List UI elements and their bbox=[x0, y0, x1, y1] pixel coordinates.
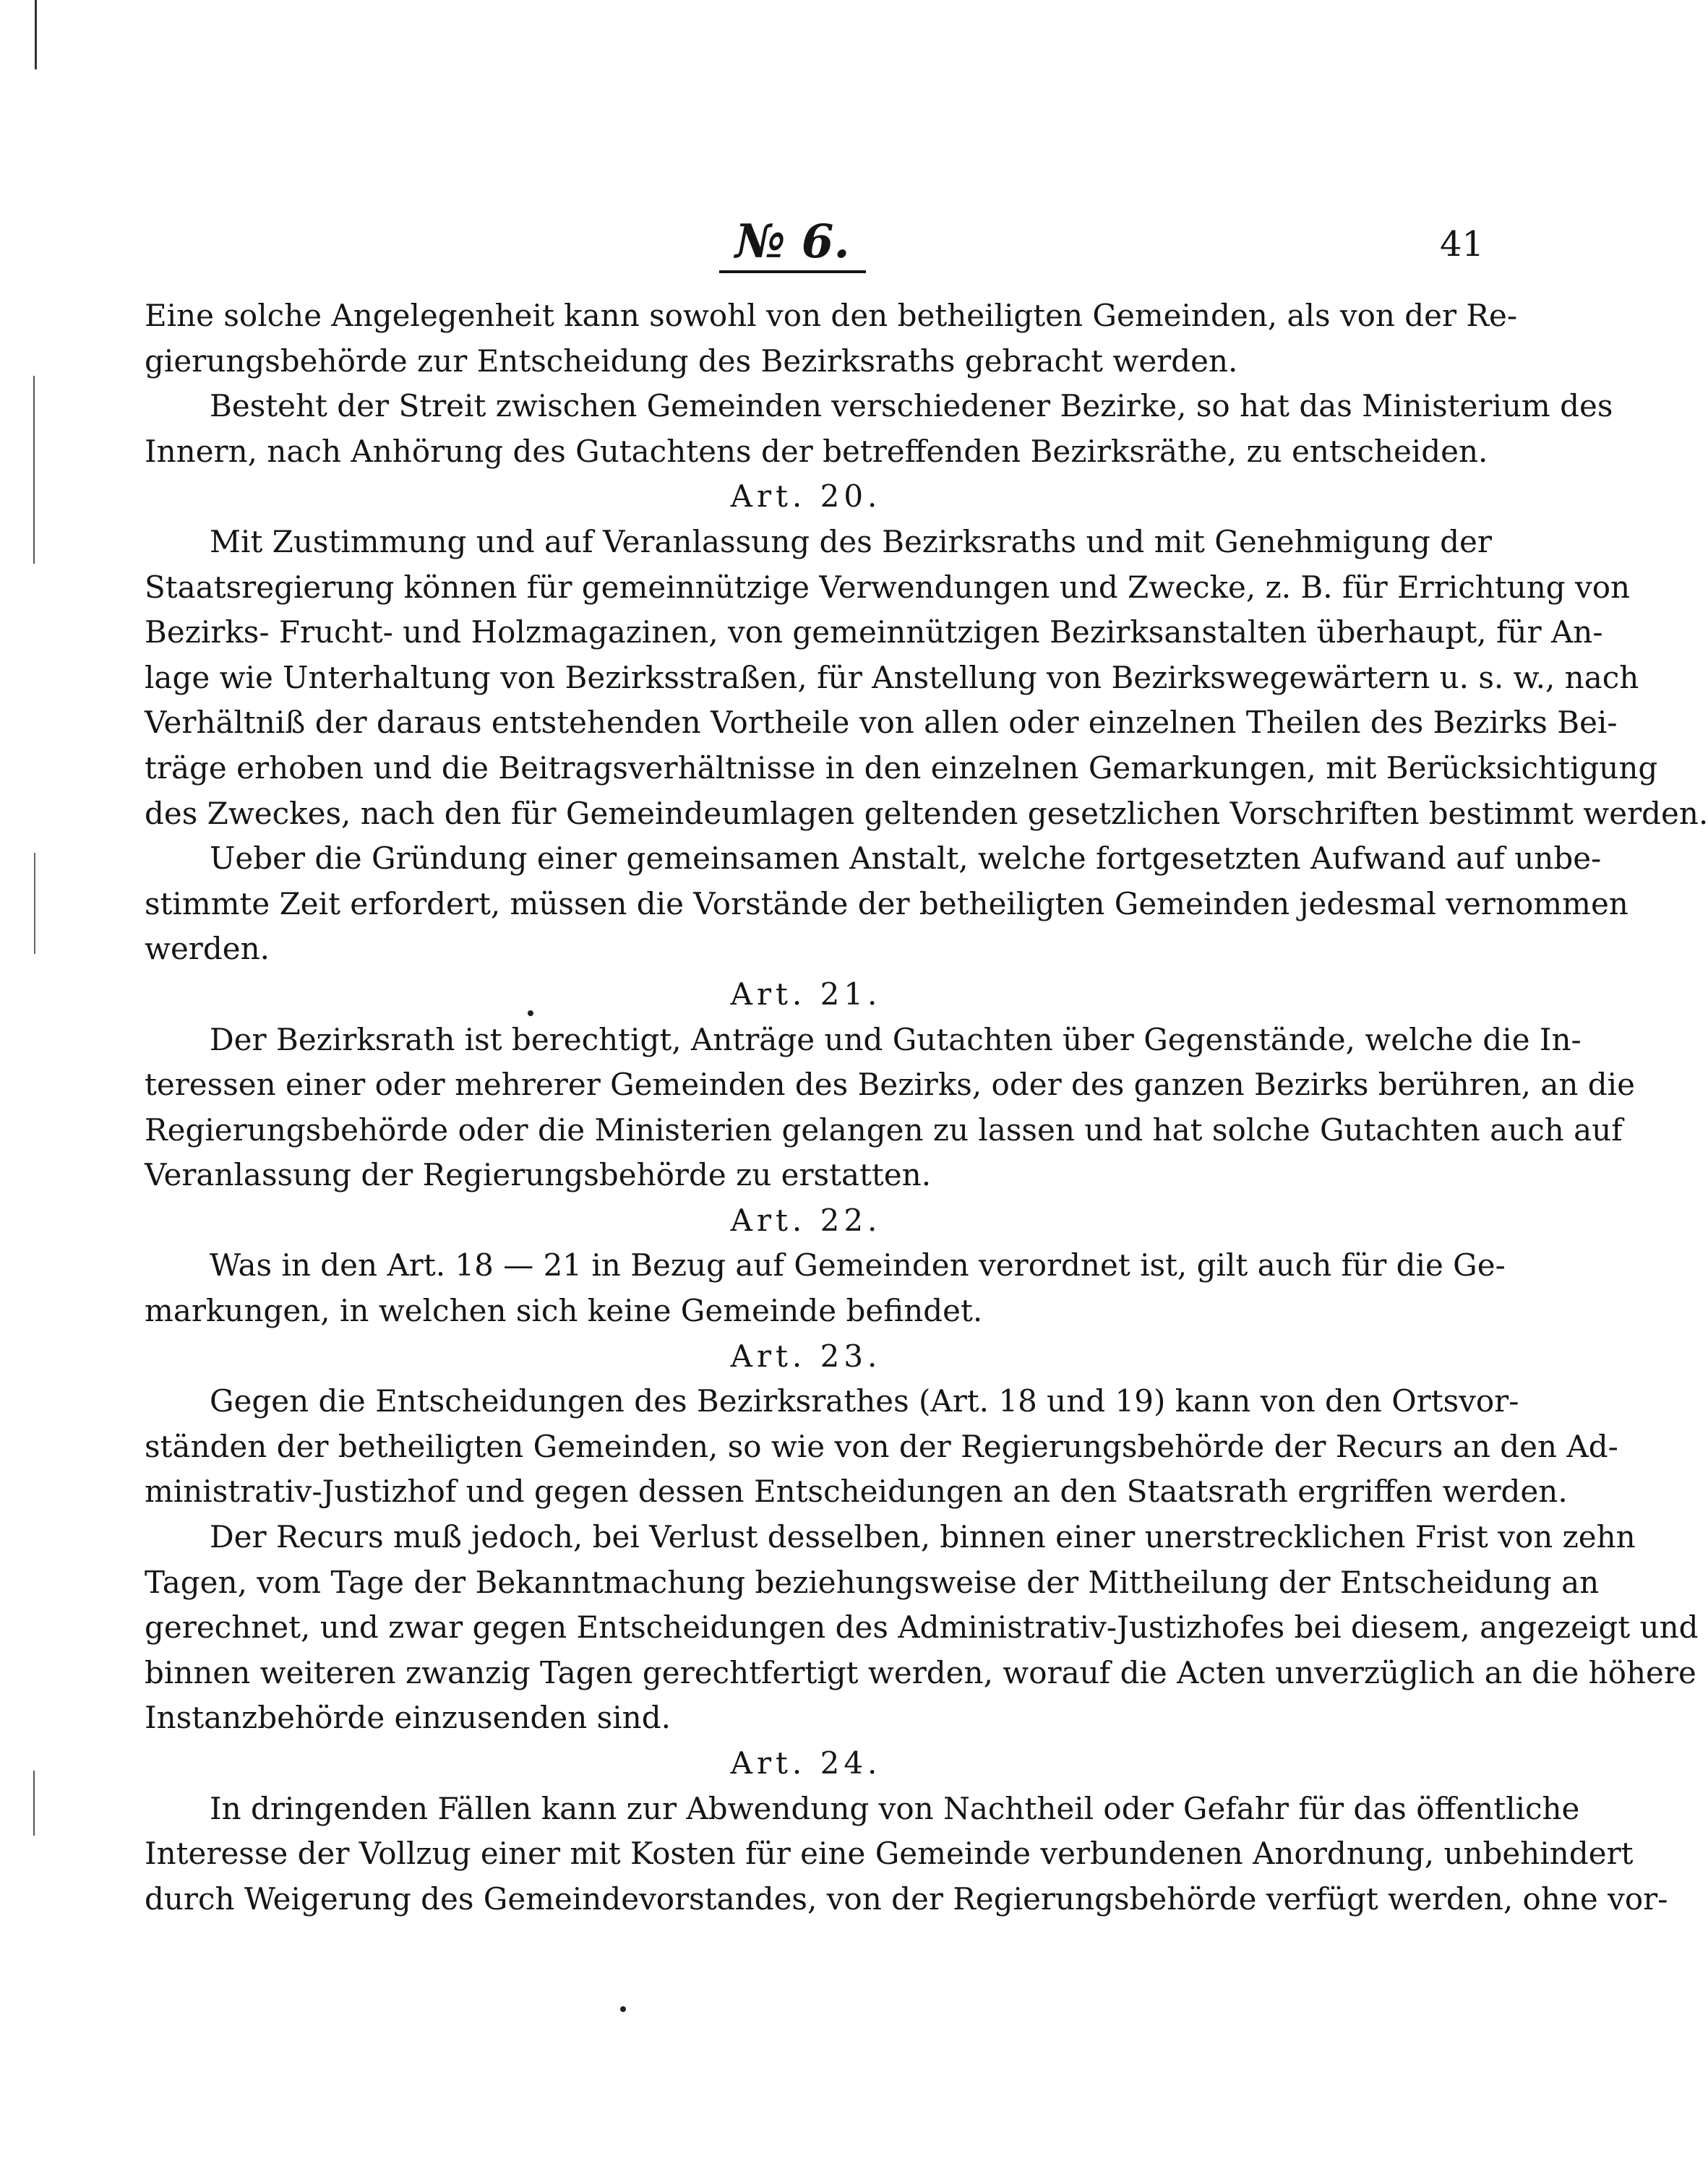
text-line: Regierungsbehörde oder die Ministerien gelangen zu lassen und hat solche Gutachten auch auf bbox=[145, 1112, 1623, 1148]
text-line: Gegen die Entscheidungen des Bezirksrathes (Art. 18 und 19) kann von den Ortsvor- bbox=[210, 1383, 1519, 1419]
page-header bbox=[0, 217, 1664, 275]
text-line: Instanzbehörde einzusenden sind. bbox=[145, 1700, 671, 1736]
text-line: durch Weigerung des Gemeindevorstandes, von der Regierungsbehörde verfügt werden, ohne vor- bbox=[145, 1880, 1668, 1917]
text-line: Staatsregierung können für gemeinnützige Verwendungen und Zwecke, z. B. für Errichtung von bbox=[145, 569, 1631, 605]
text-line: binnen weiteren zwanzig Tagen gerechtfertigt werden, worauf die Acten unverzüglich an die höhere bbox=[145, 1654, 1696, 1690]
text-line: Innern, nach Anhörung des Gutachtens der betreffenden Bezirksräthe, zu entscheiden. bbox=[145, 433, 1488, 469]
text-line: Verhältniß der daraus entstehenden Vortheile von allen oder einzelnen Theilen des Bezirks Bei- bbox=[145, 705, 1618, 741]
text-line: Der Recurs muß jedoch, bei Verlust desselben, binnen einer unerstrecklichen Frist von zehn bbox=[210, 1519, 1636, 1555]
article-heading: Art. 21. bbox=[730, 976, 882, 1012]
text-line: ständen der betheiligten Gemeinden, so wie von der Regierungsbehörde der Recurs an den Ad- bbox=[145, 1428, 1618, 1464]
text-line: Bezirks- Frucht- und Holzmagazinen, von gemeinnützigen Bezirksanstalten überhaupt, für An- bbox=[145, 614, 1603, 650]
text-line: Veranlassung der Regierungsbehörde zu erstatten. bbox=[145, 1157, 932, 1193]
article-heading: Art. 22. bbox=[730, 1202, 882, 1238]
text-line: Interesse der Vollzug einer mit Kosten für eine Gemeinde verbundenen Anordnung, unbehindert bbox=[145, 1836, 1634, 1872]
ink-speck bbox=[528, 1010, 533, 1016]
text-line: Besteht der Streit zwischen Gemeinden verschiedener Bezirke, so hat das Ministerium des bbox=[210, 388, 1613, 424]
binding-edge-line bbox=[33, 376, 35, 564]
text-line: gerechnet, und zwar gegen Entscheidungen des Administrativ-Justizhofes bei diesem, angezeigt und bbox=[145, 1609, 1699, 1646]
text-line: werden. bbox=[145, 931, 270, 967]
article-heading: Art. 20. bbox=[730, 478, 882, 515]
text-line: des Zweckes, nach den für Gemeindeumlagen geltenden gesetzlichen Vorschriften bestimmt werden. bbox=[145, 795, 1708, 831]
text-line: lage wie Unterhaltung von Bezirksstraßen, für Anstellung von Bezirkswegewärtern u. s. w., nach bbox=[145, 659, 1639, 695]
issue-number: № 6. bbox=[719, 217, 866, 273]
text-line: stimmte Zeit erfordert, müssen die Vorstände der betheiligten Gemeinden jedesmal vernommen bbox=[145, 885, 1628, 921]
text-line: markungen, in welchen sich keine Gemeinde befindet. bbox=[145, 1293, 983, 1329]
binding-edge-line bbox=[33, 1771, 35, 1836]
text-line: Der Bezirksrath ist berechtigt, Anträge und Gutachten über Gegenstände, welche die In- bbox=[210, 1021, 1582, 1057]
text-line: gierungsbehörde zur Entscheidung des Bezirksraths gebracht werden. bbox=[145, 343, 1238, 379]
article-heading: Art. 23. bbox=[730, 1338, 882, 1374]
text-line: Mit Zustimmung und auf Veranlassung des Bezirksraths und mit Genehmigung der bbox=[210, 523, 1492, 559]
ink-speck bbox=[620, 2006, 626, 2012]
text-line: teressen einer oder mehrerer Gemeinden des Bezirks, oder des ganzen Bezirks berühren, an die bbox=[145, 1067, 1635, 1103]
text-line: träge erhoben und die Beitragsverhältnisse in den einzelnen Gemarkungen, mit Berücksichtigung bbox=[145, 749, 1658, 786]
text-line: Tagen, vom Tage der Bekanntmachung beziehungsweise der Mittheilung der Entscheidung an bbox=[145, 1564, 1600, 1600]
text-line: Was in den Art. 18 — 21 in Bezug auf Gemeinden verordnet ist, gilt auch für die Ge- bbox=[210, 1247, 1506, 1284]
text-line: Ueber die Gründung einer gemeinsamen Anstalt, welche fortgesetzten Aufwand auf unbe- bbox=[210, 841, 1602, 877]
article-heading: Art. 24. bbox=[730, 1745, 882, 1781]
text-line: Eine solche Angelegenheit kann sowohl von den betheiligten Gemeinden, als von der Re- bbox=[145, 298, 1518, 333]
text-line: In dringenden Fällen kann zur Abwendung von Nachtheil oder Gefahr für das öffentliche bbox=[210, 1790, 1580, 1826]
binding-edge-line bbox=[35, 0, 37, 69]
page-number: 41 bbox=[1440, 224, 1485, 265]
binding-edge-line bbox=[34, 853, 35, 954]
document-body bbox=[145, 293, 1708, 1922]
text-line: ministrativ-Justizhof und gegen dessen Entscheidungen an den Staatsrath ergriffen werden. bbox=[145, 1474, 1568, 1510]
